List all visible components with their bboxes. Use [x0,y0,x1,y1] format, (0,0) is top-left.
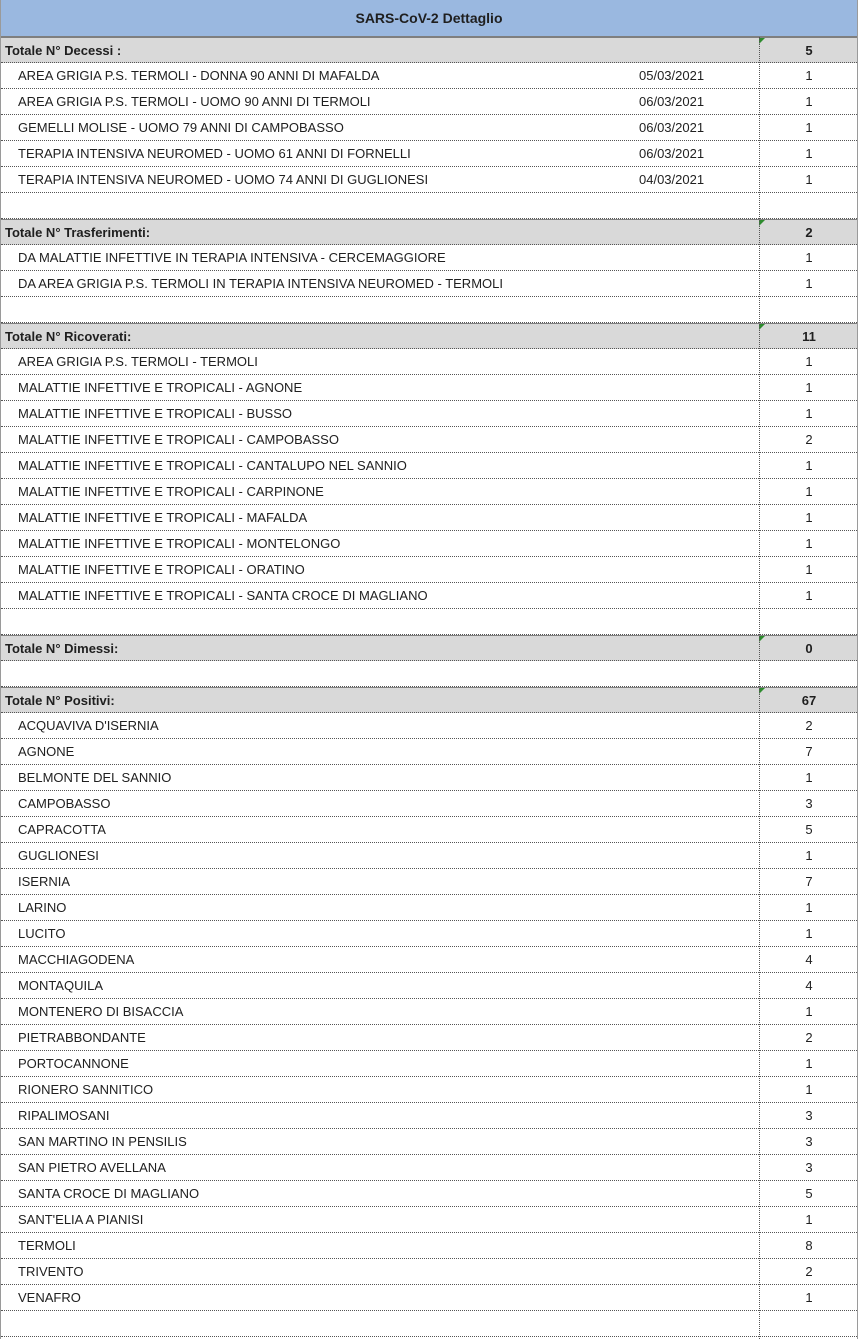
row-value: 1 [805,68,813,83]
table-row[interactable] [1,141,857,167]
row-value: 8 [805,1238,813,1253]
row-value: 3 [805,1160,813,1175]
empty-row[interactable] [1,609,857,635]
row-value: 1 [805,562,813,577]
row-label: RIONERO SANNITICO [18,1082,154,1097]
table-row[interactable] [1,765,857,791]
row-value: 5 [805,1186,813,1201]
section-header[interactable] [1,37,857,63]
table-row[interactable] [1,1103,857,1129]
row-date: 06/03/2021 [639,94,705,109]
row-value: 4 [805,978,813,993]
row-value: 1 [805,900,813,915]
row-value: 3 [805,796,813,811]
table-row[interactable] [1,583,857,609]
row-label: AGNONE [18,744,75,759]
row-label: MALATTIE INFETTIVE E TROPICALI - SANTA CROCE DI MAGLIANO [18,588,428,603]
row-label: MALATTIE INFETTIVE E TROPICALI - CAMPOBASSO [18,432,339,447]
row-label: TRIVENTO [18,1264,84,1279]
sheet-body [1,37,857,1337]
row-value: 1 [805,276,813,291]
row-label: TERAPIA INTENSIVA NEUROMED - UOMO 61 ANNI DI FORNELLI [18,146,411,161]
table-row[interactable] [1,1025,857,1051]
row-value: 1 [805,146,813,161]
table-row[interactable] [1,271,857,297]
row-date: 05/03/2021 [639,68,705,83]
table-row[interactable] [1,1259,857,1285]
table-row[interactable] [1,557,857,583]
table-row[interactable] [1,921,857,947]
row-label: GEMELLI MOLISE - UOMO 79 ANNI DI CAMPOBASSO [18,120,344,135]
row-value: 2 [805,1264,813,1279]
row-value: 1 [805,926,813,941]
table-row[interactable] [1,1051,857,1077]
row-label: PORTOCANNONE [18,1056,129,1071]
table-row[interactable] [1,505,857,531]
empty-row[interactable] [1,193,857,219]
table-row[interactable] [1,1233,857,1259]
section-total: 2 [805,224,813,240]
row-value: 1 [805,510,813,525]
row-value: 3 [805,1108,813,1123]
table-row[interactable] [1,245,857,271]
row-label: DA AREA GRIGIA P.S. TERMOLI IN TERAPIA INTENSIVA NEUROMED - TERMOLI [18,276,503,291]
table-row[interactable] [1,453,857,479]
row-label: MALATTIE INFETTIVE E TROPICALI - MAFALDA [18,510,308,525]
row-label: MONTAQUILA [18,978,103,993]
section-total: 11 [802,328,816,344]
row-label: MALATTIE INFETTIVE E TROPICALI - ORATINO [18,562,305,577]
row-value: 1 [805,536,813,551]
row-label: PIETRABBONDANTE [18,1030,146,1045]
table-row[interactable] [1,167,857,193]
row-label: AREA GRIGIA P.S. TERMOLI - DONNA 90 ANNI DI MAFALDA [18,68,380,83]
row-label: GUGLIONESI [18,848,99,863]
row-value: 1 [805,250,813,265]
row-value: 1 [805,1004,813,1019]
row-label: CAMPOBASSO [18,796,111,811]
row-value: 2 [805,1030,813,1045]
section-header[interactable] [1,687,857,713]
row-label: MONTENERO DI BISACCIA [18,1004,184,1019]
row-label: SAN PIETRO AVELLANA [18,1160,166,1175]
row-label: SANT'ELIA A PIANISI [18,1212,144,1227]
row-label: LARINO [18,900,67,915]
row-value: 1 [805,1212,813,1227]
sheet-title: SARS-CoV-2 Dettaglio [1,0,857,37]
section-label: Totale N° Dimessi: [5,640,119,656]
row-value: 1 [805,1290,813,1305]
table-row[interactable] [1,1285,857,1311]
row-value: 1 [805,848,813,863]
row-label: CAPRACOTTA [18,822,106,837]
row-value: 3 [805,1134,813,1149]
row-date: 06/03/2021 [639,146,705,161]
row-value: 1 [805,172,813,187]
table-row[interactable] [1,999,857,1025]
row-label: BELMONTE DEL SANNIO [18,770,172,785]
row-label: SAN MARTINO IN PENSILIS [18,1134,187,1149]
table-row[interactable] [1,713,857,739]
table-row[interactable] [1,1181,857,1207]
section-label: Totale N° Positivi: [5,692,115,708]
section-header[interactable] [1,323,857,349]
row-label: VENAFRO [18,1290,81,1305]
section-header[interactable] [1,219,857,245]
row-label: MALATTIE INFETTIVE E TROPICALI - CANTALUPO NEL SANNIO [18,458,407,473]
table-row[interactable] [1,89,857,115]
table-row[interactable] [1,973,857,999]
table-row[interactable] [1,1129,857,1155]
row-date: 04/03/2021 [639,172,705,187]
row-value: 7 [805,744,813,759]
table-row[interactable] [1,843,857,869]
row-value: 1 [805,94,813,109]
table-row[interactable] [1,1155,857,1181]
row-label: LUCITO [18,926,66,941]
table-row[interactable] [1,63,857,89]
table-row[interactable] [1,479,857,505]
table-row[interactable] [1,427,857,453]
row-value: 7 [805,874,813,889]
table-row[interactable] [1,401,857,427]
section-header[interactable] [1,635,857,661]
row-label: MALATTIE INFETTIVE E TROPICALI - MONTELONGO [18,536,341,551]
table-row[interactable] [1,791,857,817]
section-total: 5 [805,42,813,58]
row-value: 4 [805,952,813,967]
row-value: 1 [805,770,813,785]
section-total: 0 [805,640,813,656]
row-label: TERAPIA INTENSIVA NEUROMED - UOMO 74 ANNI DI GUGLIONESI [18,172,429,187]
table-row[interactable] [1,1077,857,1103]
row-label: RIPALIMOSANI [18,1108,110,1123]
row-label: AREA GRIGIA P.S. TERMOLI - UOMO 90 ANNI DI TERMOLI [18,94,371,109]
row-value: 1 [805,1056,813,1071]
row-label: ISERNIA [18,874,71,889]
table-row[interactable] [1,947,857,973]
row-value: 1 [805,120,813,135]
table-row[interactable] [1,531,857,557]
row-value: 5 [805,822,813,837]
row-label: AREA GRIGIA P.S. TERMOLI - TERMOLI [18,354,258,369]
row-label: TERMOLI [18,1238,76,1253]
row-value: 1 [805,354,813,369]
row-label: MALATTIE INFETTIVE E TROPICALI - BUSSO [18,406,293,421]
row-value: 2 [805,718,813,733]
empty-row[interactable] [1,1311,857,1337]
row-value: 1 [805,380,813,395]
row-label: MALATTIE INFETTIVE E TROPICALI - AGNONE [18,380,303,395]
section-label: Totale N° Ricoverati: [5,328,132,344]
row-label: MALATTIE INFETTIVE E TROPICALI - CARPINONE [18,484,324,499]
section-label: Totale N° Trasferimenti: [5,224,151,240]
row-value: 1 [805,406,813,421]
table-row[interactable] [1,115,857,141]
column-divider [759,37,760,1339]
row-label: MACCHIAGODENA [18,952,135,967]
row-value: 1 [805,588,813,603]
section-label: Totale N° Decessi : [5,42,122,58]
row-label: DA MALATTIE INFETTIVE IN TERAPIA INTENSIVA - CERCEMAGGIORE [18,250,446,265]
row-label: SANTA CROCE DI MAGLIANO [18,1186,200,1201]
row-date: 06/03/2021 [639,120,705,135]
table-row[interactable] [1,817,857,843]
row-value: 1 [805,484,813,499]
section-total: 67 [801,692,817,708]
table-row[interactable] [1,869,857,895]
table-row[interactable] [1,375,857,401]
table-row[interactable] [1,895,857,921]
empty-row[interactable] [1,661,857,687]
row-label: ACQUAVIVA D'ISERNIA [18,718,159,733]
row-value: 1 [805,1082,813,1097]
empty-row[interactable] [1,297,857,323]
row-value: 1 [805,458,813,473]
table-row[interactable] [1,349,857,375]
row-value: 2 [805,432,813,447]
table-row[interactable] [1,1207,857,1233]
table-row[interactable] [1,739,857,765]
